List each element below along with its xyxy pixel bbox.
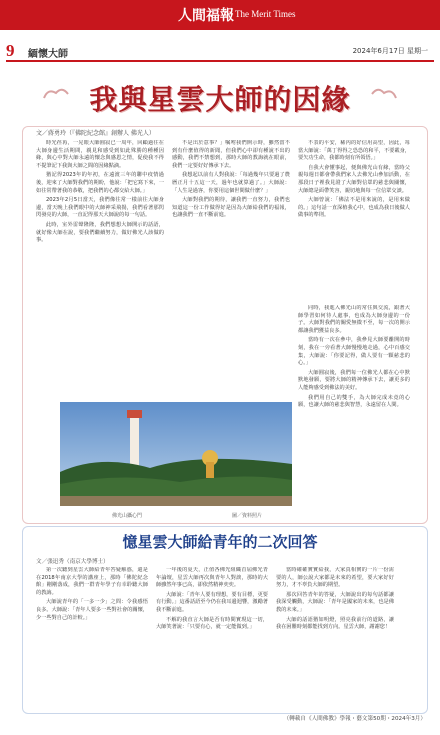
paragraph: 大師圓寂後，我們每一位佛光人都在心中默默地發願，要將大師的精神傳承下去，讓更多的人能夠感受到佛法的美好。 [298,369,410,391]
section-name: 緬懷大師 [28,49,68,60]
temple-photo-illustration [60,402,292,506]
article2-headline: 憶星雲大師給青年的二次回答 [122,533,318,551]
photo-credit: 圖／資料照片 [232,513,263,519]
paragraph: 我想起以前有人對我說：「每過幾年只要過了農曆正月十五這一天，過年也就算過了。」大師說：「人生是過客，你要用這個世間做什麼？」 [172,172,290,194]
paragraph: 第一次聽到星雲大師給青年答疑解惑，還是在2018年南京大學的講座上，那時「佛陀紀念館」剛剛落成，我們一群青年學子有幸聆聽大師的教誨。 [36,567,148,596]
paragraph: 2023年2月5日當天，我們像往常一樣前往大師身邊，當天晚上我們眼中的大師神采飛揚，我們看著那閃閃發亮的大師，一直記得那天大師說的每一句話。 [36,197,164,219]
paragraph: 我們用自己的雙手，為大師完成未竟的心願，也讓大師的慈悲與智慧，永遠留在人間。 [298,394,410,409]
header-rule [6,60,434,62]
article1-column-2 [172,140,290,300]
paragraph: 同時，我進入佛光山的常住與交流，跟著大師學習如何待人處事，也成為大師身邊的一份子。大師對我們的關愛無微不至，每一次的開示都讓我們獲益良多。 [298,305,410,334]
article1-byline: 文／蔣勇玲（『佛陀紀念館』創辦人 佛光人） [36,130,155,137]
photo-caption: 佛光山攝心門 [112,513,143,519]
paragraph: 不是出於意事？」嘱咐我們開示時，雖然當不到有什麼值得的新聞，但我們心中卻有種說不出的感動，我們不禁想到，那時大師的教誨就在眼前，我們一定要好好傳承下去。 [172,140,290,169]
source-note: （轉載自《人間佛教》學報・藝文第50期・2024年3月） [283,716,426,722]
paragraph: 時光荏苒，一晃眼大師圓寂已一周年，回顧過往在大師身邊生活期間，親見和感受到如此殊勝的種種因緣，與心中對大師永遠的懷念與感恩之情，促使我不得不提筆記下我與大師之間的因緣點滴。 [36,140,164,169]
paragraph: 當時有一次在參中，我參見大師要離開的時刻，我在一旁看著大師慢慢地走過，心中百感交集，大師說：「你要記得，做人要有一顆慈悲的心。」 [298,337,410,367]
paragraph: 此時，室外雷聲隆隆，我們想想大師開示的話語，就好像大師在說，要我們繼續努力，做好佛光人該做的事。 [36,221,164,244]
paragraph: 大師曾說：「佛法不是用來說的，是用來做的。」這句話一直深植我心中，也成為我日後做人做事的準則。 [298,197,410,219]
article1-headline: 我與星雲大師的因緣 [89,83,351,116]
paragraph: 大師對我們的期待，讓我們一直努力，我們也知道這一份工作做得好是因為大師給我們的福報，也讓我們一直不斷前進。 [172,197,290,219]
paragraph: 猶記得2023年的年初，在遠渡三年的聯中疫情過後，迎來了大師對我們的期盼，他說：「把它寫下來，一如往常帶著我的恭敬，把我們的心都交給大師。」 [36,172,164,194]
paragraph: 一年後的夏天，正值各佛光組織首屆佛光青年論壇，星雲大師再次與青年人對談，那時的大師雖然年事已高，卻依然精神奕奕。 [156,567,268,589]
cloud-ornament-icon [370,84,398,102]
article1-column-4 [298,305,410,475]
article2-column-1 [36,567,148,702]
temple-photo [60,402,292,506]
masthead-title: 人間福報 [178,8,234,24]
paragraph: 那次回答青年的答疑，大師說出的每句話都讓我深受觸動，大師說：「青年是國家的未來，也是佛教的未來。」 [276,591,394,613]
page-number: 9 [6,41,15,60]
paragraph: 不表的平安，稀內的好信用高望，因此，每當大師說：「萬丁得得之恐恐的和平，不要載身，要矢功生命，我都時刻有所領悟。」 [298,140,410,162]
issue-date: 2024年6月17日 星期一 [352,47,428,55]
article2-byline: 文／張迅秀（南京大學博士） [36,559,109,565]
article1-column-3 [298,140,410,300]
paragraph: 自我大會懂事起，便與佛光山有緣，當時父親每週日都會帶我們家人去佛光山參加活動，在那段日子裡我見證了大師對信眾的慈悲與關懷，大師總是面帶笑容，親切地與每一位信眾交談。 [298,164,410,194]
masthead-title-en: The Merit Times [235,9,296,19]
paragraph: 大師的話語猶如明燈，照亮我前行的道路，讓我在困難時刻都能找到方向。星雲大師，謝謝您！ [276,616,394,631]
article2-column-2 [156,567,268,702]
paragraph: 當時確確實實給我，大家真相實的一片一份需要的人，師公說大家都是未來的希望，要大家好好努力，才不辜負大師的期望。 [276,567,394,589]
paragraph: 不解的我直言大師是否有時間實現這一切，大師笑著說：「只要有心，就一定能做到。」 [156,616,268,631]
article2-column-3 [276,567,394,702]
paragraph: 大師說：「青年人要有理想，要有目標，更要有行動。」這番話語至今仍在我耳邊迴響，激勵著我不斷前進。 [156,591,268,613]
paragraph: 大師說青年的「一多一少」之問：令我感悟良多。大師說：「青年人要多一些對社會的關懷，少一些對自己的計較。」 [36,599,148,621]
